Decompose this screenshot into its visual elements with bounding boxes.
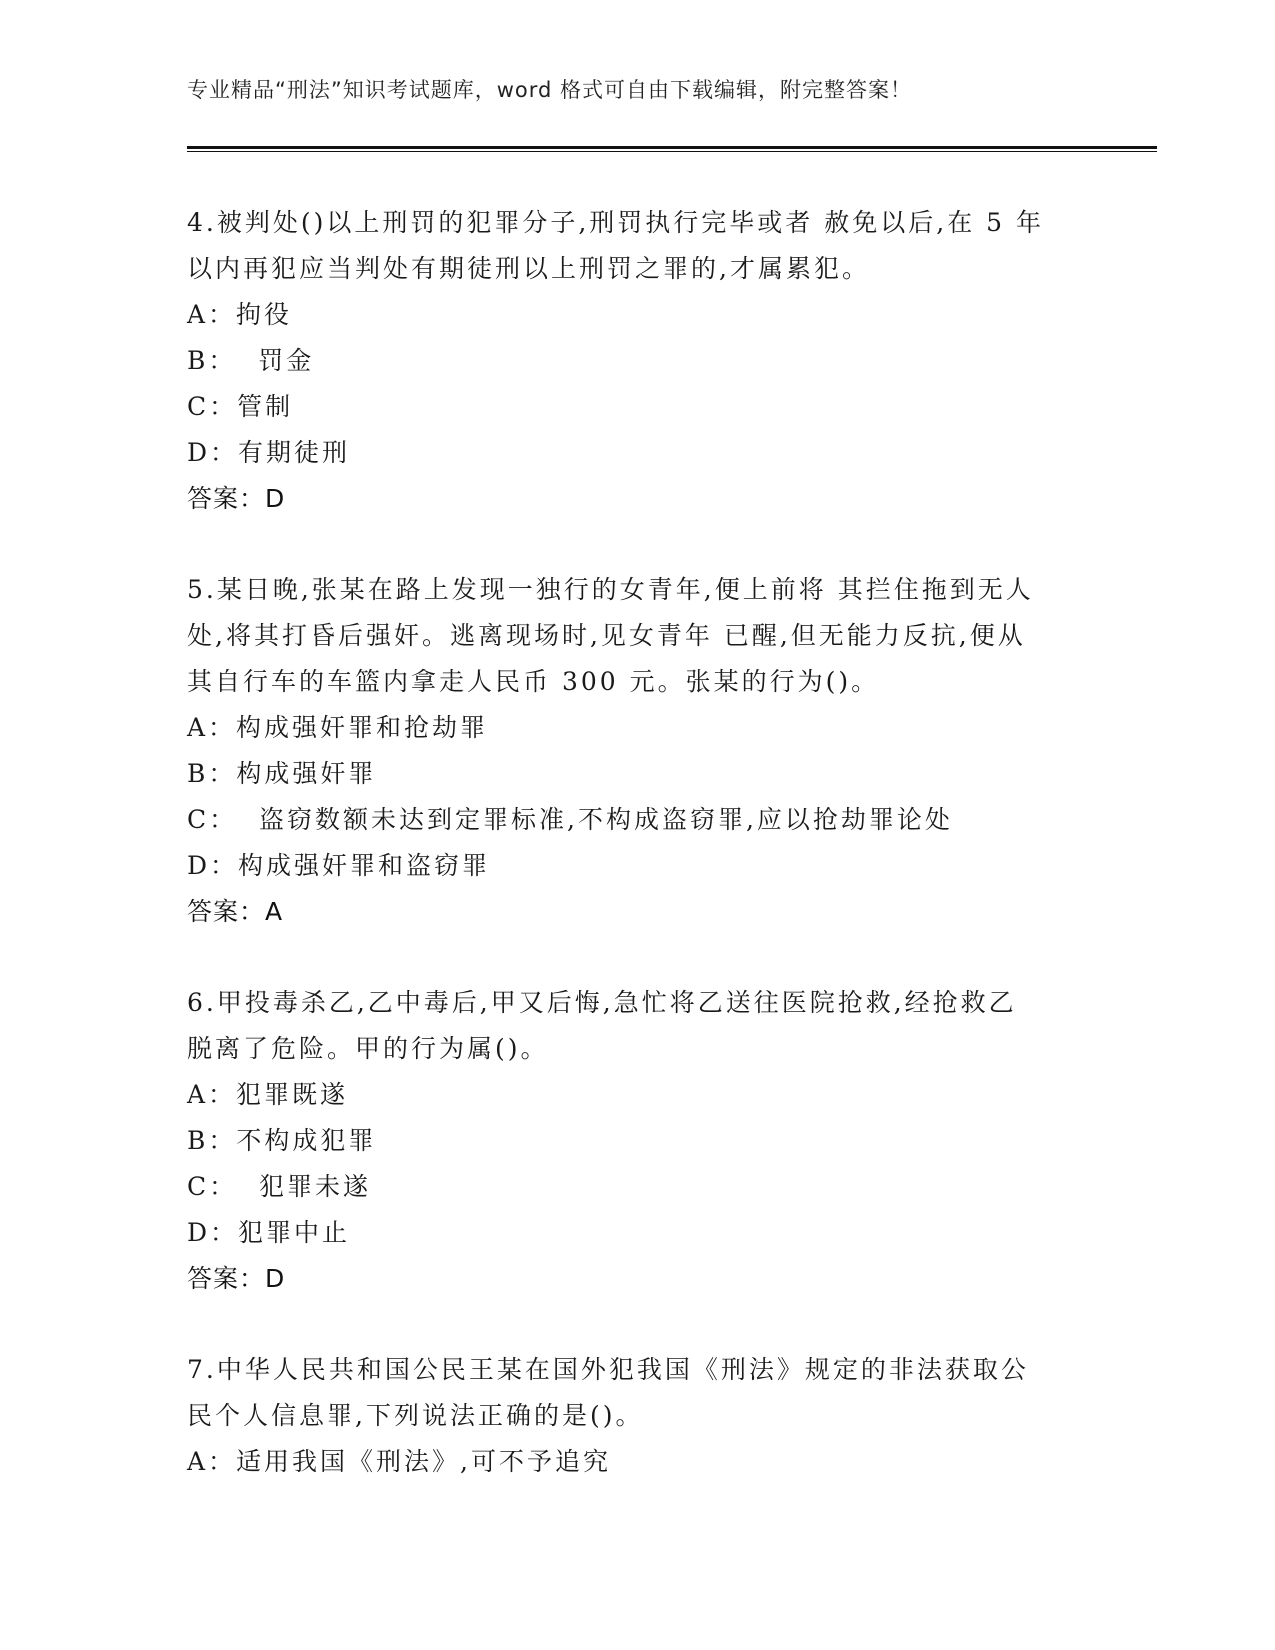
question-6 [187, 980, 1087, 1302]
option-a: A：犯罪既遂 [187, 1080, 349, 1109]
answer: 答案：A [187, 897, 284, 926]
answer: 答案：D [187, 1264, 286, 1293]
question-text-line: 以内再犯应当判处有期徒刑以上刑罚之罪的,才属累犯。 [187, 254, 870, 283]
option-d: D：有期徒刑 [187, 438, 351, 467]
option-b: B： 罚金 [187, 346, 315, 375]
option-a: A：适用我国《刑法》,可不予追究 [187, 1447, 612, 1476]
option-b: B：不构成犯罪 [187, 1126, 377, 1155]
option-c: C： 盗窃数额未达到定罪标准,不构成盗窃罪,应以抢劫罪论处 [187, 805, 953, 834]
header-rule-thin [187, 151, 1157, 152]
question-text-line: 5.某日晚,张某在路上发现一独行的女青年,便上前将 其拦住拖到无人 [187, 575, 1034, 604]
question-4 [187, 200, 1087, 522]
option-c: C：管制 [187, 392, 294, 421]
option-b: B：构成强奸罪 [187, 759, 377, 788]
document-header: 专业精品“刑法”知识考试题库，word 格式可自由下载编辑，附完整答案！ [187, 78, 913, 102]
option-d: D：犯罪中止 [187, 1218, 351, 1247]
question-text-line: 4.被判处()以上刑罚的犯罪分子,刑罚执行完毕或者 赦免以后,在 5 年 [187, 208, 1045, 237]
question-text-line: 7.中华人民共和国公民王某在国外犯我国《刑法》规定的非法获取公 [187, 1355, 1029, 1384]
question-text-line: 民个人信息罪,下列说法正确的是()。 [187, 1401, 644, 1430]
option-d: D：构成强奸罪和盗窃罪 [187, 851, 491, 880]
header-rule-thick [187, 146, 1157, 149]
question-5 [187, 567, 1087, 935]
question-7 [187, 1347, 1087, 1485]
question-text-line: 处,将其打昏后强奸。逃离现场时,见女青年 已醒,但无能力反抗,便从 [187, 621, 1026, 650]
question-list [187, 200, 1087, 1530]
question-text-line: 6.甲投毒杀乙,乙中毒后,甲又后悔,急忙将乙送往医院抢救,经抢救乙 [187, 988, 1017, 1017]
option-a: A：拘役 [187, 300, 293, 329]
question-text-line: 脱离了危险。甲的行为属()。 [187, 1034, 549, 1063]
question-text-line: 其自行车的车篮内拿走人民币 300 元。张某的行为()。 [187, 667, 880, 696]
option-a: A：构成强奸罪和抢劫罪 [187, 713, 489, 742]
option-c: C： 犯罪未遂 [187, 1172, 372, 1201]
answer: 答案：D [187, 484, 286, 513]
